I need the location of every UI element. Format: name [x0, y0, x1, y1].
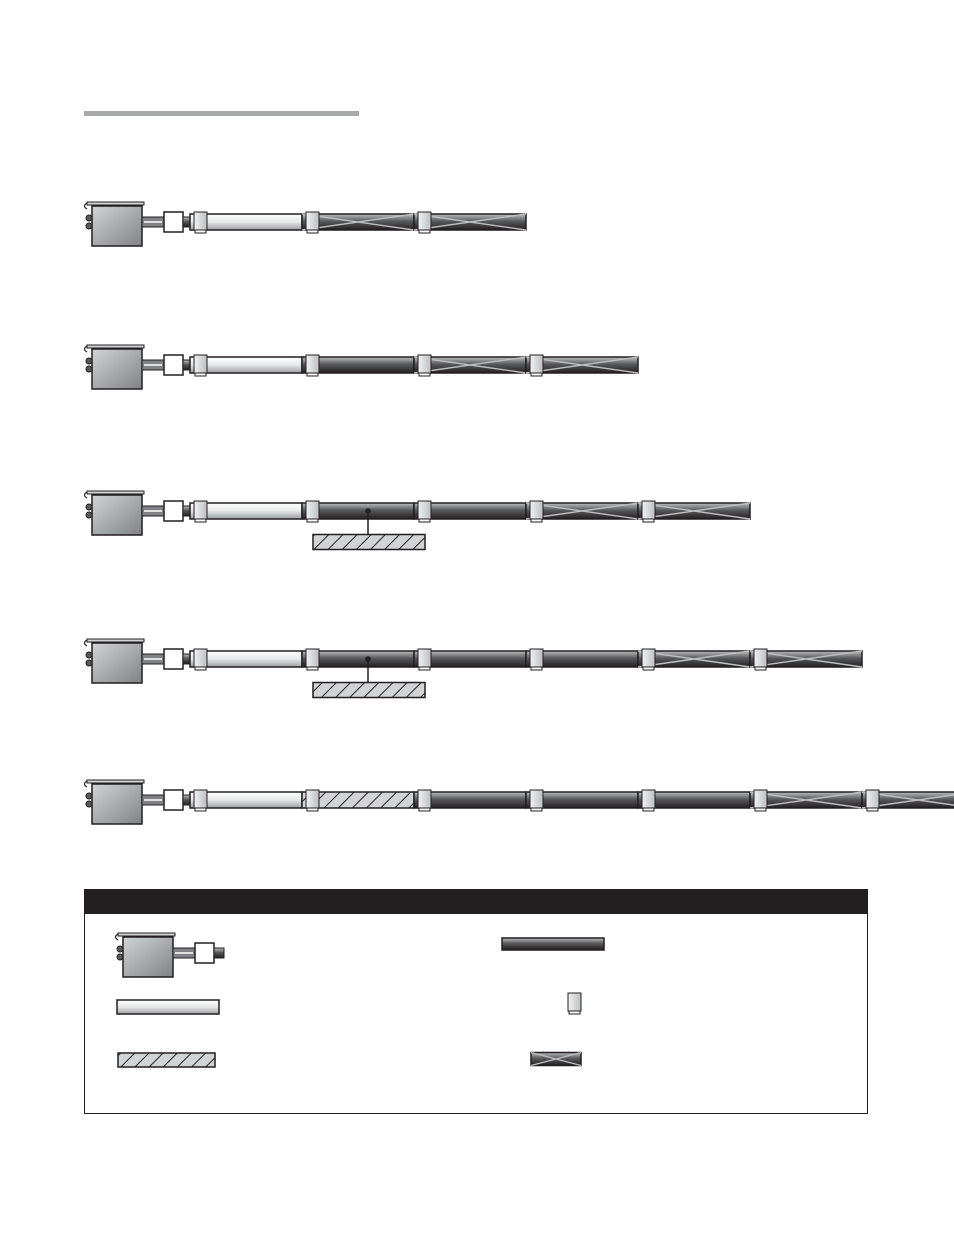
tube-clamp-icon — [306, 212, 319, 233]
configuration-row — [85, 780, 954, 824]
configuration-row — [85, 491, 751, 550]
legend-symbols — [85, 890, 869, 1115]
tube-clamp-icon — [418, 501, 431, 522]
light-tube-icon — [117, 1000, 219, 1014]
burner-box-icon — [85, 780, 194, 824]
tube-clamp-icon — [194, 790, 207, 811]
crossed-tube-icon — [531, 1053, 581, 1066]
tube-clamp-icon — [568, 993, 581, 1014]
legend-panel — [84, 889, 868, 1114]
tube-clamp-icon — [642, 790, 655, 811]
hatched-tube-icon — [118, 1053, 215, 1067]
tube-clamp-icon — [418, 355, 431, 376]
tube-clamp-icon — [418, 212, 431, 233]
tube-clamp-icon — [194, 649, 207, 670]
tube-clamp-icon — [306, 501, 319, 522]
tube-clamp-icon — [754, 649, 767, 670]
branch-connector — [365, 656, 371, 682]
tube-clamp-icon — [530, 790, 543, 811]
tube-clamp-icon — [306, 355, 319, 376]
burner-box-icon — [85, 202, 194, 246]
configuration-row — [85, 639, 863, 698]
tube-clamp-icon — [754, 790, 767, 811]
configuration-row — [85, 202, 527, 246]
tube-clamp-icon — [418, 790, 431, 811]
dark-tube-icon — [502, 938, 604, 950]
hatched-tube-icon — [313, 683, 425, 698]
tube-clamp-icon — [194, 212, 207, 233]
branch-connector — [365, 508, 371, 534]
tube-clamp-icon — [194, 501, 207, 522]
burner-box-icon — [116, 933, 225, 977]
tube-clamp-icon — [530, 355, 543, 376]
hatched-tube-icon — [313, 535, 425, 550]
tube-clamp-icon — [194, 355, 207, 376]
tube-clamp-icon — [418, 649, 431, 670]
tube-clamp-icon — [306, 649, 319, 670]
tube-clamp-icon — [642, 649, 655, 670]
tube-clamp-icon — [306, 790, 319, 811]
burner-box-icon — [85, 491, 194, 535]
burner-box-icon — [85, 345, 194, 389]
tube-clamp-icon — [866, 790, 879, 811]
tube-clamp-icon — [530, 649, 543, 670]
tube-clamp-icon — [530, 501, 543, 522]
configuration-row — [85, 345, 639, 389]
tube-clamp-icon — [642, 501, 655, 522]
burner-box-icon — [85, 639, 194, 683]
